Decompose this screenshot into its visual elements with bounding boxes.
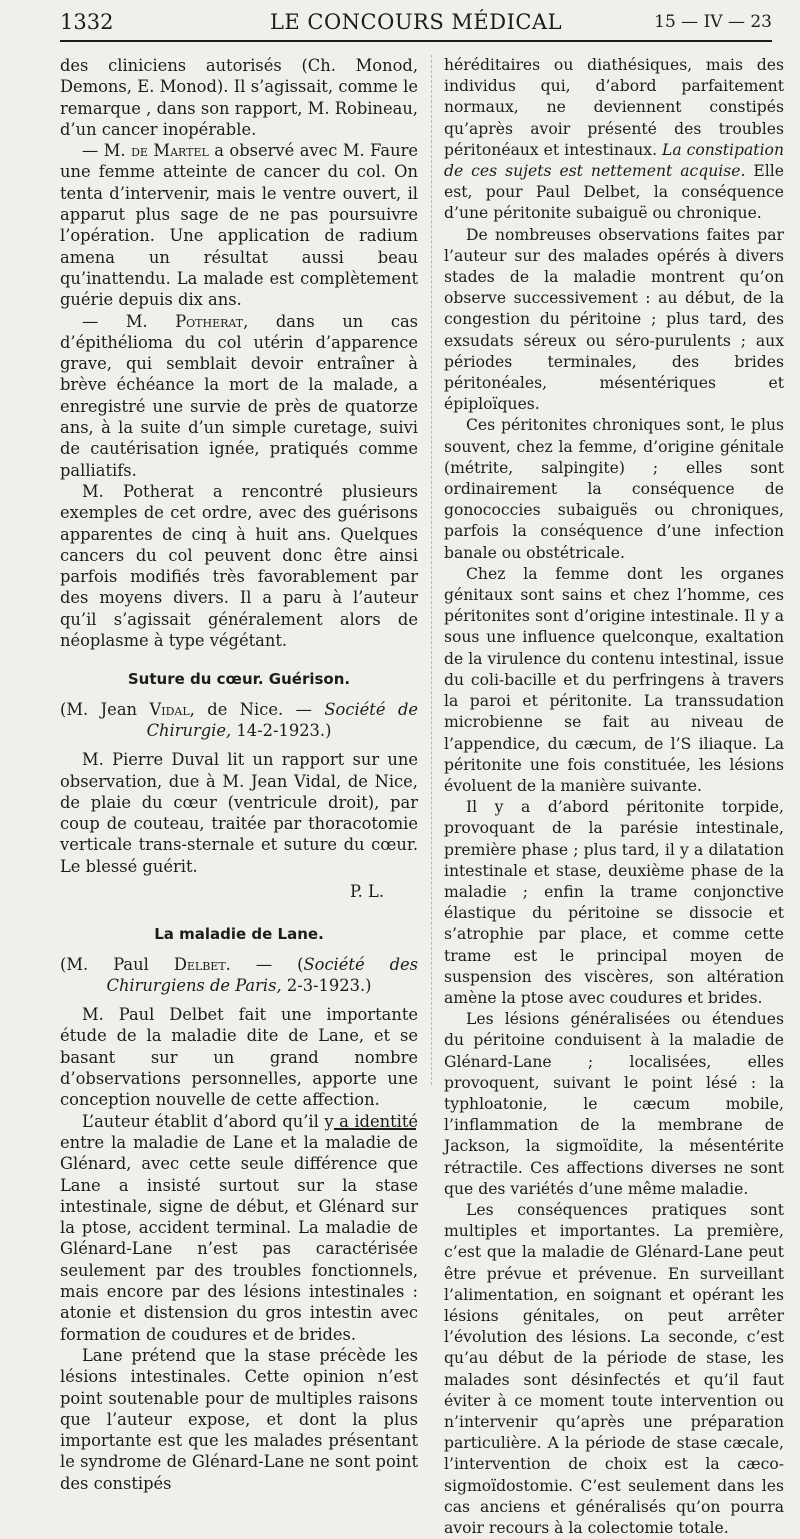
page-number: 1332 (60, 10, 114, 34)
paragraph: Lane prétend que la stase précède les lésions intestinales. Cette opinion n’est point soutenable pour de multiples raisons que l’auteur expose, et dont la plus importante est que les malades présentant le syndrome de Glénard-Lane ne sont point des constipés (60, 1345, 418, 1493)
author-name: de Martel (131, 141, 209, 161)
paragraph: Ces péritonites chroniques sont, le plus souvent, chez la femme, d’origine génitale (métrite, salpingite) ; elles sont ordinairement la conséquence de gonococcies subaiguës ou chroniques, parfois la conséquence d’une infection banale ou obstétricale. (444, 416, 784, 562)
text: — M. (82, 141, 132, 161)
paragraph: L’auteur établit d’abord qu’il y a identité entre la maladie de Lane et la maladie de Glénard, avec cette seule différence que Lane a insisté surtout sur la stase intestinale, signe de début, et Glénard sur la ptose, accident terminal. La maladie de Glénard-Lane n’est pas caractérisée seulement par des troubles fonctionnels, mais encore par des lésions intestinales : atonie et distension du gros intestin avec formation de coudures et de brides. (60, 1111, 418, 1344)
reference-line (60, 699, 418, 742)
section-title: Suture du cœur. Guérison. (127, 670, 351, 689)
author-name: Delbet (173, 954, 226, 974)
paragraph: Chez la femme dont les organes génitaux sont sains et chez l’homme, ces péritonites sont d’origine intestinale. Il y a sous une influence quelconque, exaltation de la virulence du contenu intestinal, issue du coli-bacille et du perfringens à travers la paroi et péritonite. La transsudation microbienne se fait au niveau de l’appendice, du cæcum, de l’S iliaque. La péritonite une fois constituée, les lésions évoluent de la manière suivante. (444, 564, 784, 795)
left-column (60, 55, 418, 1494)
journal-name: Société de Chirurgie, (146, 699, 419, 740)
paragraph (60, 140, 418, 310)
text: a observé avec M. Faure une femme atteinte de cancer du col. On tenta d’intervenir, mais le ventre ouvert, il apparut plus sage de ne pas poursuivre l’opération. Une application de radium amena un résultat aussi beau qu’inattendu. La malade est complètement guérie depuis dix ans. (60, 141, 418, 310)
paragraph: Les conséquences pratiques sont multiples et importantes. La première, c’est que la maladie de Glénard-Lane peut être prévue et prévenue. En surveillant l’alimentation, en soignant et opérant les lésions génitales, on peut arrêter l’évolution des lésions. La seconde, c’est qu’au début de la période de stase, les malades sont désinfectés et qu’il faut éviter à ce moment toute intervention ou n’intervenir qu’après une préparation particulière. A la période de stase cæcale, l’intervention de choix est la cæco-sigmoïdostomie. C’est seulement dans les cas anciens et généralisés qu’on pourra avoir recours à la colectomie totale. (444, 1200, 784, 1538)
journal-title: LE CONCOURS MÉDICAL (269, 10, 563, 34)
text: (M. Paul (60, 954, 174, 974)
text: , dans un cas d’épithélioma du col utérin d’apparence grave, qui semblait devoir entraîner à brève échéance la mort de la malade, a enregistré une survie de près de quatorze ans, à la suite d’un simple curetage, suivi de cautérisation ignée, pratiqués comme palliatifs. (60, 311, 419, 480)
paragraph (60, 311, 418, 481)
text: Elle est, pour Paul Delbet, la conséquence d’une péritonite subaiguë ou chronique. (444, 162, 785, 223)
section-title: La maladie de Lane. (154, 925, 324, 944)
text: . — ( (225, 954, 304, 974)
paragraph: De nombreuses observations faites par l’auteur sur des malades opérés à divers stades de la maladie montrent qu’on observe successivement : au début, de la congestion du péritoine ; plus tard, des exsudats séreux ou séro-purulents ; aux périodes terminales, des brides péritonéales, mésentériques et épiploïques. (444, 225, 784, 414)
paragraph: M. Paul Delbet fait une importante étude de la maladie dite de Lane, et se basant sur un grand nombre d’observations personnelles, apporte une conception nouvelle de cette affection. (60, 1005, 418, 1110)
paragraph: des cliniciens autorisés (Ch. Monod, Demons, E. Monod). Il s’agissait, comme le remarque , dans son rapport, M. Robineau, d’un cancer inopérable. (60, 56, 418, 139)
ref-date: 2-3-1923.) (281, 975, 372, 995)
paragraph: M. Potherat a rencontré plusieurs exemples de cet ordre, avec des guérisons apparentes de cinq à huit ans. Quelques cancers du col peuvent donc être ainsi parfois modifiés très favorablement par des moyens divers. Il a paru à l’auteur qu’il s’agissait généralement alors de néoplasme à type végétant. (60, 481, 418, 651)
ref-date: 14-2-1923.) (231, 720, 332, 740)
signature: P. L. (350, 881, 384, 901)
text: — M. (82, 311, 176, 331)
emphasis: La constipation de ces sujets est nettement acquise. (444, 140, 784, 181)
reference (60, 954, 418, 997)
paragraph: Il y a d’abord péritonite torpide, provoquant de la parésie intestinale, première phase ; plus tard, il y a dilatation intestinale et stase, deuxième phase de la maladie ; enfin la trame conjonctive élastique du péritoine se dissocie et s’atrophie par place, et comme cette trame est le principal moyen de suspension des viscères, son altération amène la ptose avec coudures et brides. (444, 798, 784, 1007)
paragraph: M. Pierre Duval lit un rapport sur une observation, due à M. Jean Vidal, de Nice, de plaie du cœur (ventricule droit), par coup de couteau, traitée par thoracotomie verticale trans-sternale et suture du cœur. Le blessé guérit. (60, 750, 418, 876)
running-header (60, 8, 772, 38)
paragraph: Les lésions généralisées ou étendues du péritoine conduisent à la maladie de Glénard-Lane ; localisées, elles provoquent, suivant le point lésé : la typhloatonie, le cæcum mobile, l’inflammation de la membrane de Jackson, la sigmoïdite, la mésentérite rétractile. Ces affections diverses ne sont que des variétés d’une même maladie. (444, 1010, 784, 1198)
column-divider (431, 55, 432, 1085)
text: , de Nice. — (189, 699, 325, 719)
text: (M. Jean (60, 699, 150, 719)
author-name: Potherat (175, 311, 244, 331)
journal-name: Société des Chirurgiens de Paris, (106, 954, 418, 995)
author-name: Vidal (149, 699, 190, 719)
text: héréditaires ou diathésiques, mais des individus qui, d’abord parfaitement normaux, ne deviennent constipés qu’après avoir présenté des troubles péritonéaux et intestinaux. (444, 56, 784, 159)
end-rule (334, 1128, 416, 1130)
reference (60, 699, 418, 742)
paragraph (444, 55, 784, 225)
issue-date: 15 — IV — 23 (654, 12, 772, 32)
right-column (444, 55, 784, 1539)
reference-line (60, 954, 418, 997)
header-rule (60, 40, 772, 42)
